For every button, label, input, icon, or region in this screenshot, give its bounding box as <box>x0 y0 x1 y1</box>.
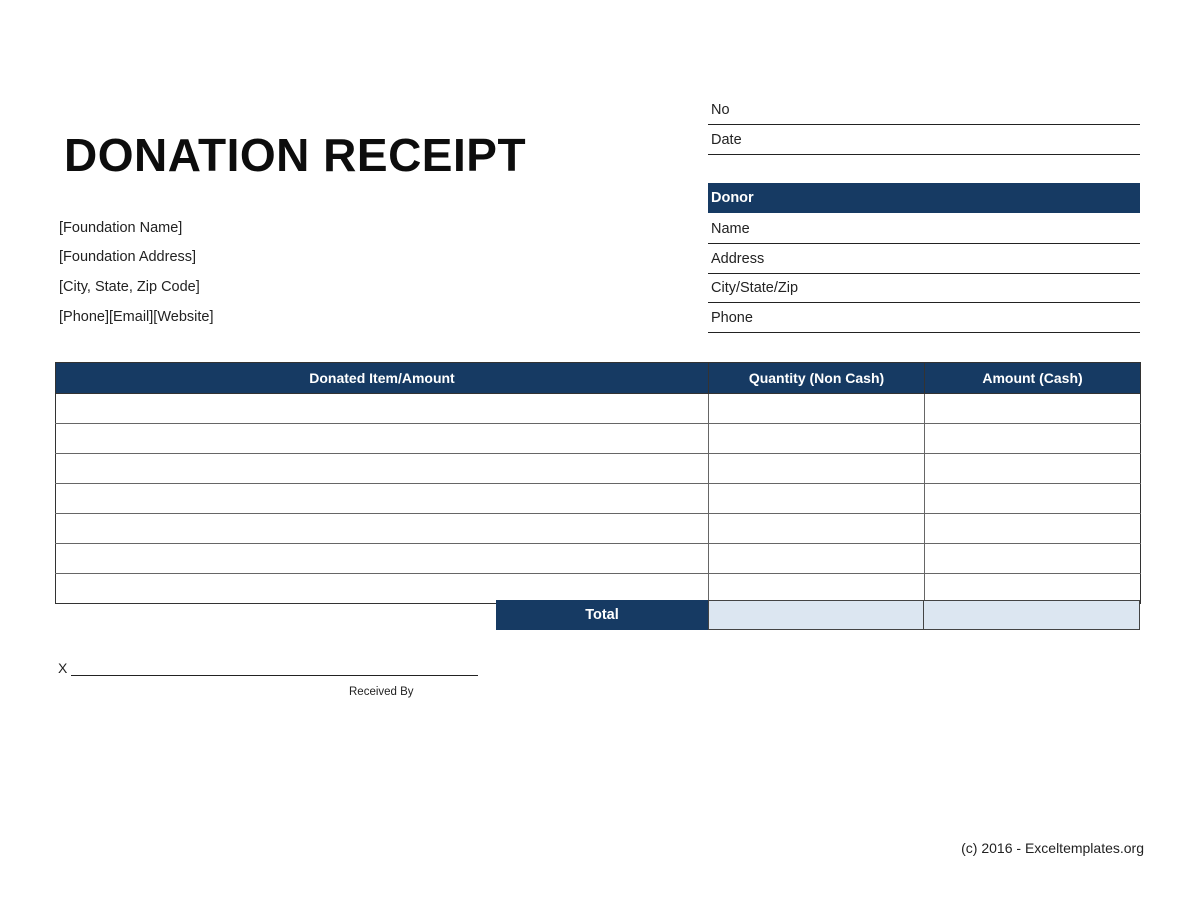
donor-name-label: Name <box>711 221 750 237</box>
document-title: DONATION RECEIPT <box>64 129 527 181</box>
signature-mark: X <box>58 660 68 676</box>
amount-cell[interactable] <box>925 454 1141 484</box>
donor-city-field[interactable] <box>708 273 1140 303</box>
table-row <box>56 574 1141 604</box>
column-header-quantity: Quantity (Non Cash) <box>709 363 925 394</box>
amount-cell[interactable] <box>925 424 1141 454</box>
amount-cell[interactable] <box>925 394 1141 424</box>
quantity-cell[interactable] <box>709 514 925 544</box>
foundation-contact: [Phone][Email][Website] <box>59 309 214 325</box>
item-cell[interactable] <box>56 394 709 424</box>
table-header-row <box>56 363 1141 394</box>
donor-address-field[interactable] <box>708 244 1140 274</box>
quantity-cell[interactable] <box>709 544 925 574</box>
column-header-amount: Amount (Cash) <box>925 363 1141 394</box>
signature-caption: Received By <box>349 686 414 698</box>
item-cell[interactable] <box>56 574 709 604</box>
donor-phone-field[interactable] <box>708 303 1140 333</box>
receipt-no-label: No <box>711 102 730 118</box>
table-row <box>56 484 1141 514</box>
table-row <box>56 424 1141 454</box>
amount-cell[interactable] <box>925 544 1141 574</box>
table-row <box>56 514 1141 544</box>
copyright-text: (c) 2016 - Exceltemplates.org <box>961 840 1144 856</box>
item-cell[interactable] <box>56 484 709 514</box>
foundation-city-state-zip: [City, State, Zip Code] <box>59 279 200 295</box>
quantity-cell[interactable] <box>709 424 925 454</box>
donor-city-label: City/State/Zip <box>711 280 799 296</box>
amount-cell[interactable] <box>925 484 1141 514</box>
table-row <box>56 544 1141 574</box>
item-cell[interactable] <box>56 544 709 574</box>
total-amount-cell[interactable] <box>923 600 1140 630</box>
donor-address-label: Address <box>711 251 765 267</box>
total-quantity-cell[interactable] <box>708 600 924 630</box>
receipt-no-field[interactable] <box>708 95 1140 125</box>
table-row <box>56 394 1141 424</box>
quantity-cell[interactable] <box>709 484 925 514</box>
receipt-date-field[interactable] <box>708 125 1140 155</box>
donation-items-table <box>55 362 1141 604</box>
donor-header <box>708 183 1140 213</box>
signature-line[interactable] <box>71 675 478 676</box>
item-cell[interactable] <box>56 514 709 544</box>
table-row <box>56 454 1141 484</box>
donor-name-field[interactable] <box>708 214 1140 244</box>
column-header-item: Donated Item/Amount <box>56 363 709 394</box>
total-label: Total <box>496 600 708 630</box>
quantity-cell[interactable] <box>709 394 925 424</box>
item-cell[interactable] <box>56 424 709 454</box>
item-cell[interactable] <box>56 454 709 484</box>
receipt-date-label: Date <box>711 132 742 148</box>
amount-cell[interactable] <box>925 574 1141 604</box>
quantity-cell[interactable] <box>709 454 925 484</box>
foundation-name: [Foundation Name] <box>59 220 183 236</box>
foundation-address: [Foundation Address] <box>59 249 197 265</box>
amount-cell[interactable] <box>925 514 1141 544</box>
donor-phone-label: Phone <box>711 310 753 326</box>
quantity-cell[interactable] <box>709 574 925 604</box>
donor-header-label: Donor <box>711 190 754 206</box>
